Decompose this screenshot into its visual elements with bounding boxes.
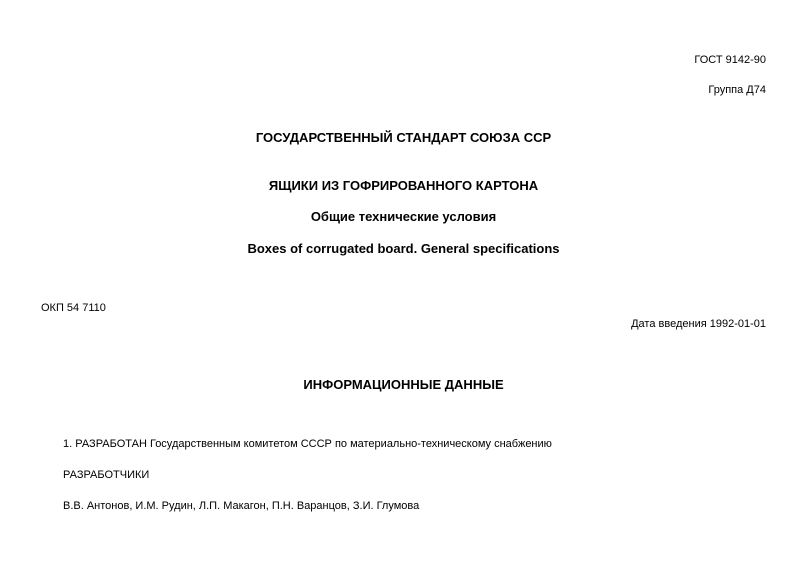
document-subtitle: Общие технические условия — [310, 209, 497, 224]
state-standard-title: ГОСУДАРСТВЕННЫЙ СТАНДАРТ СОЮЗА ССР — [255, 130, 552, 145]
okp-code: ОКП 54 7110 — [41, 302, 106, 314]
standard-number: ГОСТ 9142-90 — [694, 54, 766, 66]
english-title: Boxes of corrugated board. General specifications — [247, 241, 560, 256]
info-heading: ИНФОРМАЦИОННЫЕ ДАННЫЕ — [303, 377, 504, 392]
developers-names: В.В. Антонов, И.М. Рудин, Л.П. Макагон, П.Н. Варанцов, З.И. Глумова — [63, 500, 420, 512]
effective-date: Дата введения 1992-01-01 — [631, 318, 766, 330]
developers-label: РАЗРАБОТЧИКИ — [63, 469, 150, 481]
group-code: Группа Д74 — [708, 84, 766, 96]
document-subject-title: ЯЩИКИ ИЗ ГОФРИРОВАННОГО КАРТОНА — [268, 178, 539, 193]
info-item-1: 1. РАЗРАБОТАН Государственным комитетом СССР по материально-техническому снабжению — [63, 438, 552, 450]
